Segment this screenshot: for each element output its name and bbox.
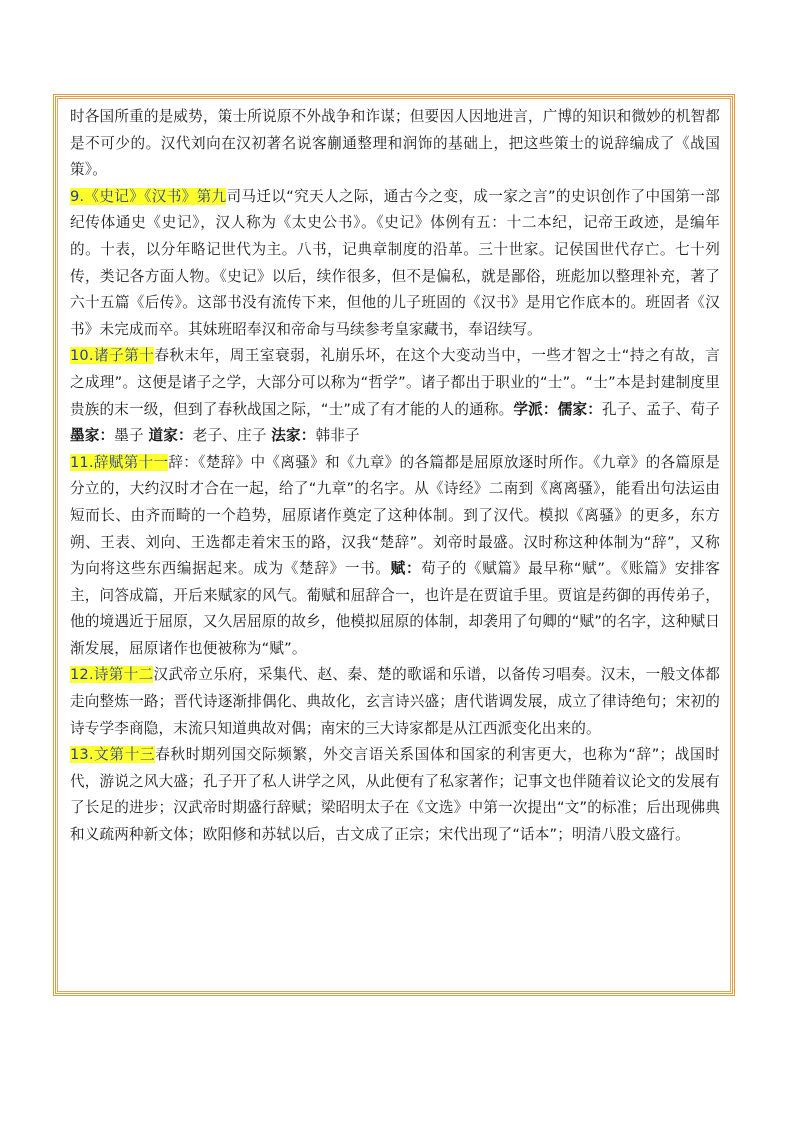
intro-paragraph <box>70 104 720 184</box>
section-13-body: 春秋时期列国交际频繁，外交言语关系国体和国家的利害更大，也称为“辞”；战国时代，游说之风大盛；孔子开了私人讲学之风，从此便有了私家著作；记事文也伴随着议论文的发展有了长足的进步；汉武帝时期盛行辞赋；梁昭明太子在《文选》中第一次提出“文”的标准；后出现佛典和义疏两种新文体；欧阳修和苏轼以后，古文成了正宗；宋代出现了“话本”；明清八股文盛行。 <box>70 746 720 844</box>
ru-names: 孔子、孟子、荀子 <box>601 400 721 418</box>
section-10-heading: 10.诸子第十 <box>70 347 155 365</box>
document-body <box>70 104 720 849</box>
section-12 <box>70 662 720 742</box>
dao-label: 道家： <box>148 427 193 445</box>
section-13-heading: 13.文第十三 <box>70 746 156 764</box>
section-9 <box>70 184 720 344</box>
section-9-body: 司马迁以“究天人之际，通古今之变，成一家之言”的史识创作了中国第一部纪传体通史《史记》，汉人称为《太史公书》。《史记》体例有五：十二本纪，记帝王政迹，是编年的。十表，以分年略记世代为主。八书，记典章制度的沿革。三十世家。记侯国世代存亡。七十列传，类记各方面人物。《史记》以后，续作很多，但不是偏私，就是鄙俗，班彪加以整理补充，著了六十五篇《后传》。这部书没有流传下来，但他的儿子班固的《汉书》是用它作底本的。班固者《汉书》未完成而卒。其妹班昭奉汉和帝命与马续参考皇家藏书，奉诏续写。 <box>70 187 720 338</box>
section-11-body-2: 荀子的《赋篇》最早称“赋”。《账篇》安排客主，问答成篇，开后来赋家的风气。葡赋和屈辞合一，也许是在贾谊手里。贾谊是药御的再传弟子，他的境遇近于屈原，又久居屈原的故乡，他模拟屈原的体制，却袭用了句卿的“赋”的名字，这种赋日渐发展，屈原诸作也便被称为“赋”。 <box>70 560 720 657</box>
section-10 <box>70 343 720 449</box>
section-9-heading: 9.《史记》《汉书》第九 <box>70 187 227 205</box>
section-11-body-1: 辞：《楚辞》中《离骚》和《九章》的各篇都是屈原放逐时所作。《九章》的各篇原是分立的，大约汉时才合在一起，给了“九章”的名字。从《诗经》二南到《离离骚》，能看出句法运由短而长、由齐而畸的一个趋势，屈原诸作奠定了这种体制。到了汉代。模拟《离骚》的更多，东方朔、王表、刘向、王选都走着宋玉的路，汉我“楚辞”。刘帝时最盛。汉时称这种体制为“辞”，又称为向将这些东西编据起来。成为《楚辞》一书。 <box>70 453 720 578</box>
section-12-body: 汉武帝立乐府，采集代、赵、秦、楚的歌谣和乐谱，以备传习唱奏。汉末，一般文体都走向整炼一路；晋代诗逐渐排偶化、典故化，玄言诗兴盛；唐代谐调发展，成立了律诗绝句；宋初的诗专学李商隐，末流只知道典故对偶；南宋的三大诗家都是从江西派变化出来的。 <box>70 666 720 737</box>
dao-names: 老子、庄子 <box>192 427 267 445</box>
section-11 <box>70 450 720 663</box>
section-11-heading: 11.辞赋第十一 <box>70 453 169 471</box>
ru-label: 儒家： <box>557 400 602 418</box>
mo-names: 墨子 <box>114 427 144 445</box>
section-13 <box>70 742 720 848</box>
fa-names: 韩非子 <box>315 427 360 445</box>
fa-label: 法家： <box>271 427 316 445</box>
fu-label: 赋： <box>390 560 422 578</box>
mo-label: 墨家： <box>70 427 115 445</box>
section-10-body: 春秋末年，周王室衰弱，礼崩乐坏，在这个大变动当中，一些才智之士“持之有故，言之成理”。这便是诸子之学，大部分可以称为“哲学”。诸子都出于职业的“士”。“士”本是封建制度里贵族的末一级，但到了春秋战国之际，“士”成了有才能的人的通称。 <box>70 347 721 418</box>
intro-text: 时各国所重的是威势，策士所说原不外战争和诈谋；但要因人因地进言，广博的知识和微妙的机智都是不可少的。汉代刘向在汉初著名说客蒯通整理和润饰的基础上，把这些策士的说辞编成了《战国策》。 <box>70 108 720 179</box>
section-12-heading: 12.诗第十二 <box>70 666 154 684</box>
school-label: 学派： <box>513 400 558 418</box>
